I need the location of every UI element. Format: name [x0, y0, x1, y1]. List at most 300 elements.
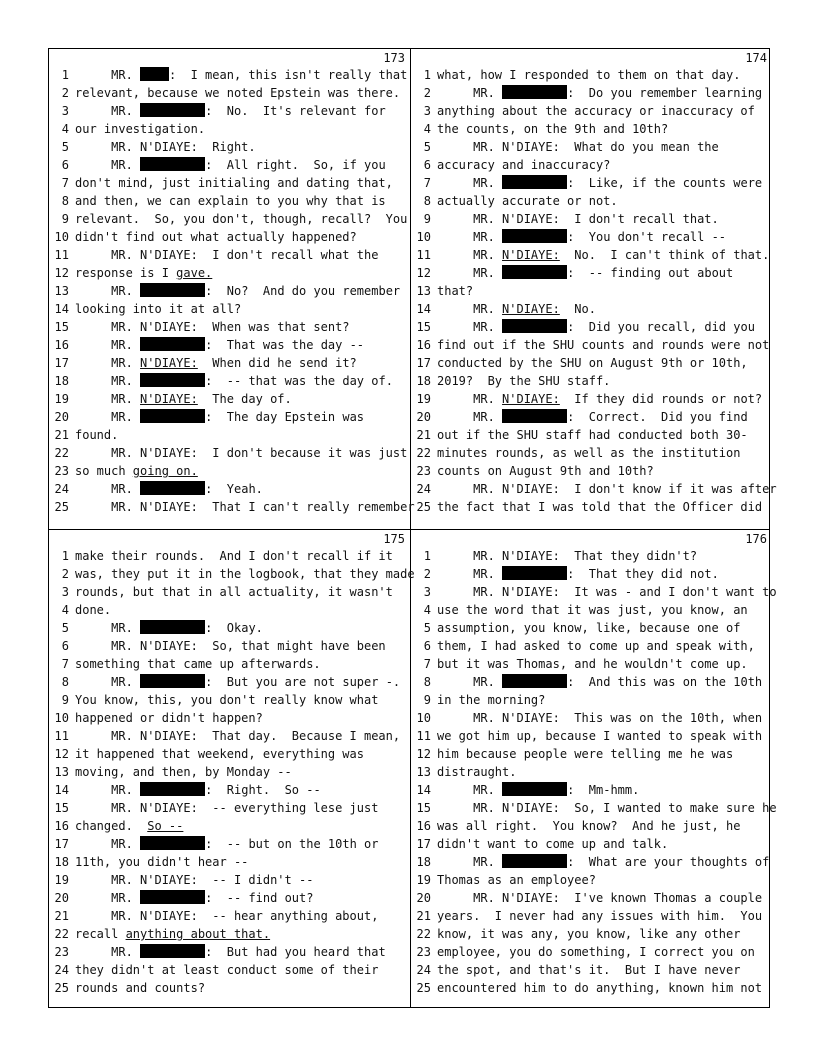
line-number: 11 — [416, 248, 431, 262]
transcript-line — [49, 66, 409, 84]
line-text — [437, 336, 769, 354]
line-text — [437, 210, 719, 228]
text-segment: MR. — [75, 482, 141, 496]
transcript-line — [49, 601, 409, 619]
text-segment: MR. — [437, 86, 503, 100]
line-number: 20 — [416, 891, 431, 905]
transcript-line — [411, 601, 771, 619]
line-number: 24 — [54, 482, 69, 496]
line-number: 5 — [61, 140, 69, 154]
line-number: 3 — [61, 104, 69, 118]
redaction-box — [140, 836, 205, 850]
line-text — [75, 565, 415, 583]
transcript-line — [49, 372, 409, 390]
line-text — [75, 444, 407, 462]
transcript-line — [411, 691, 771, 709]
line-number: 2 — [61, 86, 69, 100]
transcript-line — [411, 817, 771, 835]
transcript-line — [411, 264, 771, 282]
text-segment: found. — [75, 428, 119, 442]
transcript-line — [411, 673, 771, 691]
transcript-line — [411, 727, 771, 745]
transcript-line — [411, 655, 771, 673]
transcript-line — [49, 619, 409, 637]
transcript-line — [49, 300, 409, 318]
line-number: 2 — [423, 86, 431, 100]
text-segment: : -- find out? — [205, 891, 314, 905]
line-number: 22 — [54, 927, 69, 941]
line-text — [437, 835, 668, 853]
line-text — [75, 763, 292, 781]
line-number: 21 — [54, 428, 69, 442]
line-number: 15 — [416, 801, 431, 815]
text-segment: MR. N'DIAYE: That they didn't? — [437, 549, 698, 563]
transcript-line — [49, 745, 409, 763]
line-text — [75, 601, 111, 619]
transcript-line — [49, 282, 409, 300]
transcript-line — [49, 156, 409, 174]
text-segment: : Did you recall, did you — [567, 320, 755, 334]
text-segment: MR. N'DIAYE: I don't know if it was after — [437, 482, 777, 496]
text-segment: : What are your thoughts of — [567, 855, 770, 869]
line-number: 6 — [61, 158, 69, 172]
transcript-line — [411, 84, 771, 102]
line-text — [75, 138, 256, 156]
text-segment: response is I — [75, 266, 177, 280]
line-text — [75, 300, 241, 318]
text-segment: MR. N'DIAYE: That day. Because I mean, — [75, 729, 401, 743]
text-segment: the counts, on the 9th and 10th? — [437, 122, 669, 136]
transcript-line — [411, 480, 777, 498]
line-text — [437, 709, 762, 727]
transcript-sheet — [48, 48, 777, 1008]
page-lines — [49, 547, 415, 997]
text-segment: MR. — [437, 855, 503, 869]
text-segment: the spot, and that's it. But I have never — [437, 963, 741, 977]
text-segment: accuracy and inaccuracy? — [437, 158, 611, 172]
line-number: 12 — [416, 266, 431, 280]
line-number: 15 — [416, 320, 431, 334]
transcript-line — [49, 889, 409, 907]
transcript-line — [49, 498, 415, 516]
line-number: 19 — [416, 873, 431, 887]
line-text — [437, 264, 733, 282]
text-segment: actually accurate or not. — [437, 194, 618, 208]
line-text — [75, 354, 357, 372]
text-segment: MR. — [75, 392, 141, 406]
text-segment: them, I had asked to come up and speak with, — [437, 639, 755, 653]
transcript-line — [411, 943, 771, 961]
line-number: 17 — [54, 356, 69, 370]
transcript-line — [411, 853, 771, 871]
line-number: 12 — [54, 266, 69, 280]
transcript-line — [49, 444, 409, 462]
text-segment: don't mind, just initialing and dating that, — [75, 176, 393, 190]
transcript-line — [411, 210, 771, 228]
line-number: 13 — [54, 765, 69, 779]
redaction-box — [140, 481, 205, 495]
transcript-line — [411, 907, 771, 925]
line-number: 25 — [416, 500, 431, 514]
text-segment: MR. N'DIAYE: I don't recall that. — [437, 212, 719, 226]
line-text — [75, 498, 415, 516]
text-segment: it happened that weekend, everything was — [75, 747, 364, 761]
transcript-line — [49, 547, 409, 565]
text-segment: use the word that it was just, you know, an — [437, 603, 748, 617]
text-segment: MR. N'DIAYE: When was that sent? — [75, 320, 350, 334]
text-segment: the fact that I was told that the Officer did — [437, 500, 763, 514]
text-segment: employee, you do something, I correct you on — [437, 945, 755, 959]
line-text — [75, 817, 183, 835]
redaction-box — [502, 85, 567, 99]
text-segment: but it was Thomas, and he wouldn't come up. — [437, 657, 748, 671]
line-text — [75, 264, 212, 282]
line-text — [437, 408, 748, 426]
page-174 — [411, 49, 777, 527]
line-number: 23 — [416, 945, 431, 959]
text-segment: they didn't at least conduct some of their — [75, 963, 379, 977]
page-176 — [411, 530, 777, 1008]
text-segment: : But you are not super -. — [205, 675, 401, 689]
line-number: 1 — [61, 68, 69, 82]
text-segment: going on. — [132, 464, 198, 478]
line-text — [75, 210, 407, 228]
line-number: 20 — [54, 410, 69, 424]
line-number: 4 — [423, 122, 431, 136]
line-text — [437, 426, 748, 444]
redaction-box — [502, 229, 567, 243]
redaction-box — [502, 319, 567, 333]
text-segment: rounds and counts? — [75, 981, 206, 995]
line-number: 17 — [416, 356, 431, 370]
text-segment: find out if the SHU counts and rounds were not — [437, 338, 770, 352]
transcript-line — [411, 138, 771, 156]
line-text — [75, 174, 393, 192]
text-segment: : You don't recall -- — [567, 230, 727, 244]
redaction-box — [140, 674, 205, 688]
text-segment: changed. — [75, 819, 148, 833]
line-text — [75, 156, 386, 174]
line-number: 4 — [423, 603, 431, 617]
line-number: 11 — [54, 248, 69, 262]
page-175 — [49, 530, 415, 1008]
transcript-line — [411, 300, 771, 318]
transcript-line — [411, 583, 777, 601]
redaction-box — [502, 854, 567, 868]
line-number: 1 — [423, 68, 431, 82]
line-number: 4 — [61, 603, 69, 617]
line-number: 24 — [416, 482, 431, 496]
line-text — [437, 655, 748, 673]
line-number: 18 — [54, 855, 69, 869]
line-number: 14 — [416, 302, 431, 316]
line-text — [437, 354, 748, 372]
line-number: 25 — [54, 500, 69, 514]
text-segment: moving, and then, by Monday -- — [75, 765, 292, 779]
line-text — [75, 961, 378, 979]
transcript-line — [411, 619, 771, 637]
line-number: 8 — [423, 675, 431, 689]
text-segment: MR. N'DIAYE: Right. — [75, 140, 256, 154]
text-segment: MR. — [75, 284, 141, 298]
text-segment: know, it was any, you know, like any other — [437, 927, 741, 941]
line-text — [437, 390, 762, 408]
page-lines — [411, 547, 777, 997]
text-segment: When did he send it? — [197, 356, 357, 370]
text-segment: MR. — [75, 783, 141, 797]
transcript-line — [411, 426, 771, 444]
line-text — [437, 138, 719, 156]
redaction-box — [140, 944, 205, 958]
text-segment: Thomas as an employee? — [437, 873, 596, 887]
line-text — [75, 943, 386, 961]
text-segment: counts on August 9th and 10th? — [437, 464, 654, 478]
text-segment: : Okay. — [205, 621, 263, 635]
line-number: 7 — [423, 657, 431, 671]
page-lines — [49, 66, 415, 516]
text-segment: : I mean, this isn't really that — [168, 68, 408, 82]
line-number: 23 — [416, 464, 431, 478]
line-number: 7 — [61, 657, 69, 671]
line-text — [437, 228, 726, 246]
line-number: 24 — [416, 963, 431, 977]
text-segment: : Mm-hmm. — [567, 783, 640, 797]
text-segment: looking into it at all? — [75, 302, 242, 316]
line-number: 2 — [423, 567, 431, 581]
text-segment: : -- but on the 10th or — [205, 837, 379, 851]
transcript-line — [49, 799, 409, 817]
transcript-line — [49, 943, 409, 961]
line-number: 23 — [54, 464, 69, 478]
text-segment: : No? And do you remember — [205, 284, 401, 298]
transcript-line — [49, 462, 409, 480]
line-text — [437, 66, 740, 84]
line-text — [75, 102, 386, 120]
text-segment: him because people were telling me he was — [437, 747, 734, 761]
transcript-line — [49, 426, 409, 444]
line-text — [75, 192, 386, 210]
line-number: 9 — [61, 212, 69, 226]
line-text — [437, 547, 697, 565]
transcript-line — [411, 336, 771, 354]
redaction-box — [140, 103, 205, 117]
line-text — [75, 390, 292, 408]
redaction-box — [140, 67, 169, 81]
line-text — [75, 853, 248, 871]
line-text — [437, 444, 740, 462]
line-number: 5 — [423, 140, 431, 154]
line-text — [437, 961, 740, 979]
transcript-line — [49, 192, 409, 210]
line-text — [437, 318, 755, 336]
text-segment: MR. — [75, 410, 141, 424]
text-segment: MR. — [75, 621, 141, 635]
line-text — [75, 871, 313, 889]
text-segment: MR. — [75, 104, 141, 118]
transcript-line — [411, 799, 777, 817]
text-segment: : All right. So, if you — [205, 158, 386, 172]
line-text — [437, 156, 610, 174]
line-text — [75, 246, 378, 264]
line-number: 6 — [423, 158, 431, 172]
transcript-line — [411, 282, 771, 300]
line-number: 16 — [416, 819, 431, 833]
redaction-box — [502, 674, 567, 688]
line-number: 23 — [54, 945, 69, 959]
text-segment: done. — [75, 603, 112, 617]
line-number: 18 — [54, 374, 69, 388]
transcript-line — [411, 444, 771, 462]
redaction-box — [140, 157, 205, 171]
line-text — [75, 480, 263, 498]
line-number: 8 — [61, 675, 69, 689]
transcript-line — [49, 907, 409, 925]
transcript-line — [411, 961, 771, 979]
text-segment: MR. N'DIAYE: That I can't really remember — [75, 500, 415, 514]
line-number: 14 — [54, 302, 69, 316]
transcript-line — [49, 138, 409, 156]
line-text — [75, 799, 378, 817]
transcript-line — [411, 390, 771, 408]
line-text — [75, 655, 321, 673]
text-segment: didn't find out what actually happened? — [75, 230, 357, 244]
transcript-line — [411, 156, 771, 174]
line-text — [437, 925, 740, 943]
text-segment: No. — [559, 302, 596, 316]
text-segment: MR. — [437, 248, 503, 262]
line-text — [75, 547, 393, 565]
line-number: 5 — [61, 621, 69, 635]
text-segment: MR. N'DIAYE: So, I wanted to make sure he — [437, 801, 777, 815]
text-segment: : And this was on the 10th — [567, 675, 763, 689]
line-number: 4 — [61, 122, 69, 136]
text-segment: conducted by the SHU on August 9th or 10th, — [437, 356, 748, 370]
line-text — [75, 619, 263, 637]
text-segment: MR. N'DIAYE: I don't because it was just — [75, 446, 408, 460]
page-number: 174 — [745, 51, 767, 65]
line-text — [437, 120, 668, 138]
text-segment: N'DIAYE: — [502, 302, 560, 316]
text-segment: N'DIAYE: — [502, 248, 560, 262]
line-text — [75, 583, 393, 601]
transcript-line — [49, 709, 409, 727]
line-number: 16 — [416, 338, 431, 352]
line-number: 17 — [54, 837, 69, 851]
line-number: 15 — [54, 320, 69, 334]
text-segment: we got him up, because I wanted to speak with — [437, 729, 763, 743]
redaction-box — [140, 409, 205, 423]
transcript-line — [411, 763, 771, 781]
page-number: 173 — [383, 51, 405, 65]
line-number: 1 — [423, 549, 431, 563]
line-text — [75, 907, 378, 925]
text-segment: in the morning? — [437, 693, 546, 707]
text-segment: recall — [75, 927, 126, 941]
text-segment: MR. — [75, 675, 141, 689]
redaction-box — [502, 265, 567, 279]
line-text — [75, 336, 364, 354]
text-segment: was, they put it in the logbook, that they made — [75, 567, 415, 581]
line-text — [437, 462, 654, 480]
line-text — [75, 691, 378, 709]
transcript-line — [411, 372, 771, 390]
line-number: 22 — [54, 446, 69, 460]
line-text — [75, 835, 378, 853]
text-segment: minutes rounds, as well as the institution — [437, 446, 741, 460]
text-segment: MR. N'DIAYE: It was - and I don't want to — [437, 585, 777, 599]
text-segment: N'DIAYE: — [140, 392, 198, 406]
transcript-line — [49, 354, 409, 372]
line-number: 18 — [416, 374, 431, 388]
line-text — [437, 300, 596, 318]
line-number: 3 — [423, 585, 431, 599]
redaction-box — [502, 175, 567, 189]
line-text — [437, 372, 610, 390]
line-number: 18 — [416, 855, 431, 869]
text-segment: : Yeah. — [205, 482, 263, 496]
transcript-line — [49, 835, 409, 853]
text-segment: something that came up afterwards. — [75, 657, 321, 671]
line-text — [437, 943, 755, 961]
text-segment: N'DIAYE: — [140, 356, 198, 370]
text-segment: : Do you remember learning — [567, 86, 763, 100]
text-segment: MR. — [75, 356, 141, 370]
text-segment: So -- — [147, 819, 184, 833]
transcript-line — [411, 318, 771, 336]
text-segment: what, how I responded to them on that day. — [437, 68, 741, 82]
line-text — [437, 84, 762, 102]
line-text — [75, 709, 263, 727]
text-segment: MR. — [437, 302, 503, 316]
line-text — [75, 228, 357, 246]
text-segment: didn't want to come up and talk. — [437, 837, 669, 851]
line-number: 13 — [416, 765, 431, 779]
text-segment: MR. N'DIAYE: What do you mean the — [437, 140, 719, 154]
text-segment: : Right. So -- — [205, 783, 321, 797]
text-segment: MR. — [437, 320, 503, 334]
transcript-line — [49, 763, 409, 781]
line-number: 24 — [54, 963, 69, 977]
text-segment: MR. N'DIAYE: -- everything lese just — [75, 801, 379, 815]
text-segment: anything about the accuracy or inaccuracy of — [437, 104, 755, 118]
text-segment: MR. — [437, 410, 503, 424]
line-text — [437, 889, 762, 907]
line-number: 9 — [61, 693, 69, 707]
line-number: 12 — [54, 747, 69, 761]
transcript-line — [411, 709, 771, 727]
text-segment: MR. — [437, 176, 503, 190]
transcript-line — [411, 462, 771, 480]
text-segment: If they did rounds or not? — [559, 392, 763, 406]
text-segment: MR. — [75, 374, 141, 388]
line-number: 15 — [54, 801, 69, 815]
text-segment: rounds, but that in all actuality, it wasn't — [75, 585, 393, 599]
line-number: 11 — [54, 729, 69, 743]
text-segment: our investigation. — [75, 122, 206, 136]
line-number: 21 — [416, 909, 431, 923]
transcript-line — [49, 246, 409, 264]
text-segment: : -- finding out about — [567, 266, 734, 280]
transcript-line — [49, 925, 409, 943]
transcript-line — [49, 961, 409, 979]
line-text — [437, 691, 545, 709]
transcript-line — [411, 889, 771, 907]
text-segment: MR. N'DIAYE: -- hear anything about, — [75, 909, 379, 923]
text-segment: : That they did not. — [567, 567, 719, 581]
text-segment: You know, this, you don't really know what — [75, 693, 379, 707]
transcript-line — [411, 102, 771, 120]
redaction-box — [502, 782, 567, 796]
